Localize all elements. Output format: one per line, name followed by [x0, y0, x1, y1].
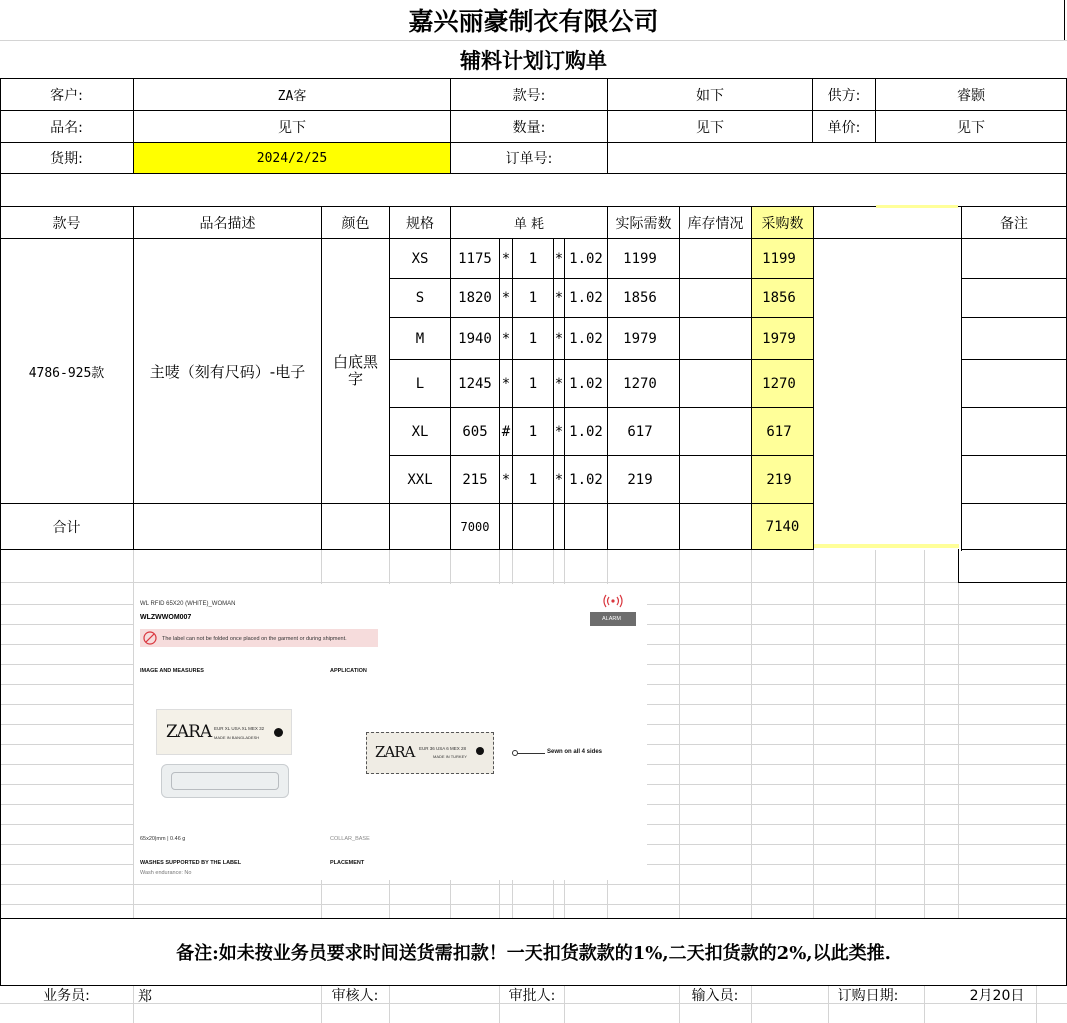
- item-color: [322, 239, 389, 503]
- penalty-note: 备注:如未按业务员要求时间送货需扣款！一天扣货款款的1%,二天扣货款的2%,以此类推.: [176, 943, 891, 964]
- row-op1: *: [501, 471, 511, 488]
- label1-chip-dot: [274, 728, 283, 737]
- wash-endurance: Wash endurance: No: [140, 870, 192, 876]
- row-op2: *: [554, 471, 564, 488]
- row-actual: 1270: [623, 375, 657, 392]
- row-op2: *: [554, 423, 564, 440]
- row-op1: *: [501, 330, 511, 347]
- row-mult: 1: [528, 290, 538, 306]
- row-op2: *: [554, 330, 564, 347]
- total-qty: 7000: [460, 519, 490, 534]
- row-actual: 1856: [623, 290, 657, 306]
- header-remark: 备注: [1000, 215, 1028, 232]
- quantity-label: 数量:: [512, 119, 546, 136]
- row-mult: 1: [528, 375, 538, 392]
- row-op1: #: [501, 423, 511, 440]
- washes-heading: WASHES SUPPORTED BY THE LABEL: [140, 860, 242, 866]
- row-purchase: 1270: [762, 375, 796, 392]
- zara-logo-1: ZARA: [166, 722, 212, 742]
- spec-header: WL RFID 65X20 (WHITE)_WOMAN: [140, 601, 236, 607]
- row-factor: 1.02: [569, 471, 603, 488]
- customer-value: ZA客: [277, 89, 307, 104]
- row-purchase: 1979: [762, 330, 796, 347]
- image-measures-heading: IMAGE AND MEASURES: [140, 668, 204, 674]
- placement-code: COLLAR_BASE: [330, 836, 370, 842]
- row-mult: 1: [528, 330, 538, 347]
- header-description: 品名描述: [199, 215, 256, 232]
- header-color: 颜色: [341, 215, 370, 232]
- row-size: L: [415, 375, 425, 392]
- callout-dot: [512, 750, 518, 756]
- placement-heading: PLACEMENT: [330, 860, 365, 866]
- row-actual: 1979: [623, 330, 657, 347]
- row-purchase: 1199: [762, 250, 796, 267]
- order-no-label: 订单号:: [505, 151, 553, 167]
- header-stock: 库存情况: [687, 215, 744, 232]
- salesman-value: 郑: [138, 989, 152, 1005]
- delivery-label: 货期:: [50, 151, 83, 167]
- row-mult: 1: [528, 423, 538, 440]
- callout-line: [517, 753, 545, 754]
- product-label: 品名:: [50, 119, 83, 136]
- row-qty: 605: [462, 423, 488, 440]
- item-description: 主唛（刻有尺码）-电子: [149, 362, 306, 381]
- product-value: 见下: [278, 119, 306, 136]
- delivery-date: 2024/2/25: [256, 150, 328, 166]
- total-label: 合计: [52, 519, 81, 536]
- label1-origin: MADE IN BANGLADESH: [214, 735, 260, 740]
- row-purchase: 219: [766, 471, 792, 488]
- style-no-label: 款号:: [512, 87, 546, 104]
- customer-label: 客户:: [50, 87, 83, 104]
- alarm-badge-text: ALARM: [602, 616, 621, 622]
- row-actual: 219: [627, 471, 653, 488]
- header-actual-qty: 实际需数: [615, 215, 672, 232]
- item-color-text: 白底黑字: [332, 353, 378, 388]
- row-factor: 1.02: [569, 375, 603, 392]
- row-size: XS: [411, 250, 429, 267]
- row-size: S: [415, 290, 425, 306]
- row-factor: 1.02: [569, 290, 603, 306]
- row-actual: 1199: [623, 250, 657, 267]
- supplier-value: 睿颢: [957, 87, 985, 104]
- salesman-label: 业务员:: [43, 988, 90, 1004]
- company-title: 嘉兴丽豪制衣有限公司: [408, 7, 659, 36]
- rfid-alarm-icon: [602, 594, 624, 608]
- row-actual: 617: [627, 423, 653, 440]
- label2-origin: MADE IN TURKEY: [433, 754, 467, 759]
- spec-code: WLZWWOM007: [140, 614, 192, 621]
- row-qty: 1175: [458, 250, 492, 267]
- header-size: 规格: [406, 215, 434, 232]
- row-purchase: 617: [766, 423, 792, 440]
- unit-price-label: 单价:: [827, 119, 861, 136]
- row-op1: *: [501, 375, 511, 392]
- row-op2: *: [554, 250, 564, 267]
- zara-logo-2: ZARA: [375, 743, 415, 761]
- order-no-value: [608, 143, 1066, 173]
- row-op2: *: [554, 375, 564, 392]
- no-fold-icon: [143, 631, 157, 645]
- style-number: 4786-925款: [28, 365, 105, 381]
- row-qty: 1940: [458, 330, 492, 347]
- label2-sizes: EUR 36 USA 6 MEX 28: [419, 746, 467, 751]
- row-factor: 1.02: [569, 330, 603, 347]
- style-no-value: 如下: [696, 87, 724, 104]
- row-purchase: 1856: [762, 290, 796, 306]
- application-heading: APPLICATION: [330, 668, 367, 674]
- row-qty: 215: [462, 471, 488, 488]
- hidden-column-block: [813, 207, 961, 550]
- row-factor: 1.02: [569, 423, 603, 440]
- header-purchase-qty: 采购数: [761, 215, 804, 232]
- row-mult: 1: [528, 471, 538, 488]
- label1-sizes: EUR XL USA XL MEX 32: [214, 726, 265, 731]
- order-date-value: 2月20日: [969, 988, 1025, 1004]
- document-title: 辅料计划订购单: [460, 48, 607, 73]
- order-date-label: 订购日期:: [837, 988, 899, 1004]
- approver-label: 审批人:: [508, 988, 556, 1004]
- label-spec-image: [134, 584, 647, 880]
- sewn-note: Sewn on all 4 sides: [547, 749, 603, 755]
- total-purchase: 7140: [765, 518, 800, 535]
- row-op2: *: [554, 290, 564, 306]
- row-factor: 1.02: [569, 250, 603, 267]
- supplier-label: 供方:: [827, 87, 861, 104]
- header-style-no: 款号: [52, 215, 81, 232]
- row-size: XL: [411, 423, 429, 440]
- entry-clerk-label: 输入员:: [691, 988, 739, 1004]
- measures-text: 65x20|mm | 0.46 g: [140, 836, 186, 842]
- row-size: XXL: [407, 471, 433, 488]
- reviewer-label: 审核人:: [331, 988, 379, 1004]
- row-size: M: [415, 330, 425, 347]
- quantity-value: 见下: [696, 119, 724, 136]
- label2-chip-dot: [476, 747, 484, 755]
- row-qty: 1820: [458, 290, 492, 306]
- row-op1: *: [501, 290, 511, 306]
- header-usage: 单 耗: [513, 217, 545, 232]
- row-op1: *: [501, 250, 511, 267]
- row-mult: 1: [528, 250, 538, 267]
- unit-price-value: 见下: [957, 119, 985, 136]
- row-qty: 1245: [458, 375, 492, 392]
- spec-warning: The label can not be folded once placed on the garment or during shipment.: [162, 636, 347, 642]
